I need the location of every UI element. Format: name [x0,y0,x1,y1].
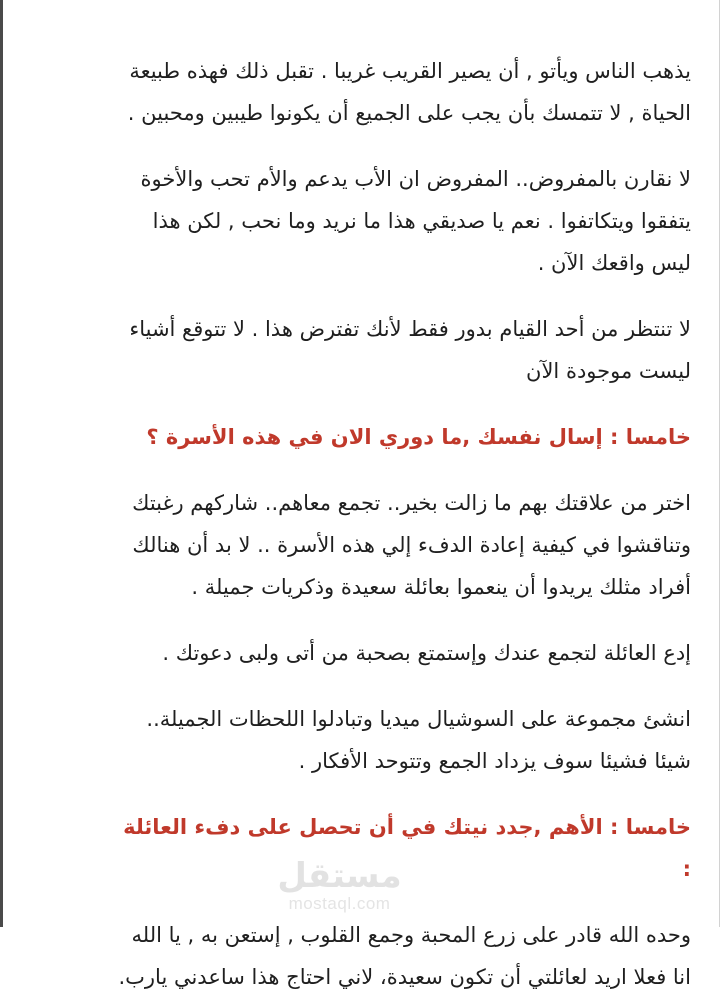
section-heading: خامسا : الأهم ,جدد نيتك في أن تحصل على دفء العائلة : [123,815,691,881]
paragraph: لا تنتظر من أحد القيام بدور فقط لأنك تفترض هذا . لا تتوقع أشياء ليست موجودة الآن [129,317,691,383]
section-heading: خامسا : إسال نفسك ,ما دوري الان في هذه الأسرة ؟ [146,425,691,449]
paragraph: إدع العائلة لتجمع عندك وإستمتع بصحبة من أتى ولبى دعوتك . [162,641,691,665]
paragraph: يذهب الناس ويأتو , أن يصير القريب غريبا . تقبل ذلك فهذه طبيعة الحياة , لا تتمسك بأن يجب على الجميع أن يكونوا طيبين ومحبين . [127,59,691,125]
paragraph: وحده الله قادر على زرع المحبة وجمع القلوب , إستعن به , يا الله انا فعلا اريد لعائلتي أن تكون سعيدة، لاني احتاج هذا ساعدني يارب. [118,923,691,989]
paragraph: لا نقارن بالمفروض.. المفروض ان الأب يدعم والأم تحب والأخوة يتفقوا ويتكاتفوا . نعم يا صديقي هذا ما نريد وما نحب , لكن هذا ليس واقعك الآن . [140,167,691,275]
mostaql-domain-text: mostaql.com [288,893,391,913]
document-content [3,0,719,998]
paragraph: اختر من علاقتك بهم ما زالت بخير.. تجمع معاهم.. شاركهم رغبتك وتناقشوا في كيفية إعادة الدفء إلي هذه الأسرة .. لا بد أن هنالك أفراد مثلك يريدوا أن ينعموا بعائلة سعيدة وذكريات جميلة . [132,491,691,599]
mostaql-logo-arabic: مستقل [277,855,402,896]
paragraph: انشئ مجموعة على السوشيال ميديا وتبادلوا اللحظات الجميلة.. شيئا فشيئا سوف يزداد الجمع وتتوحد الأفكار . [146,707,691,773]
